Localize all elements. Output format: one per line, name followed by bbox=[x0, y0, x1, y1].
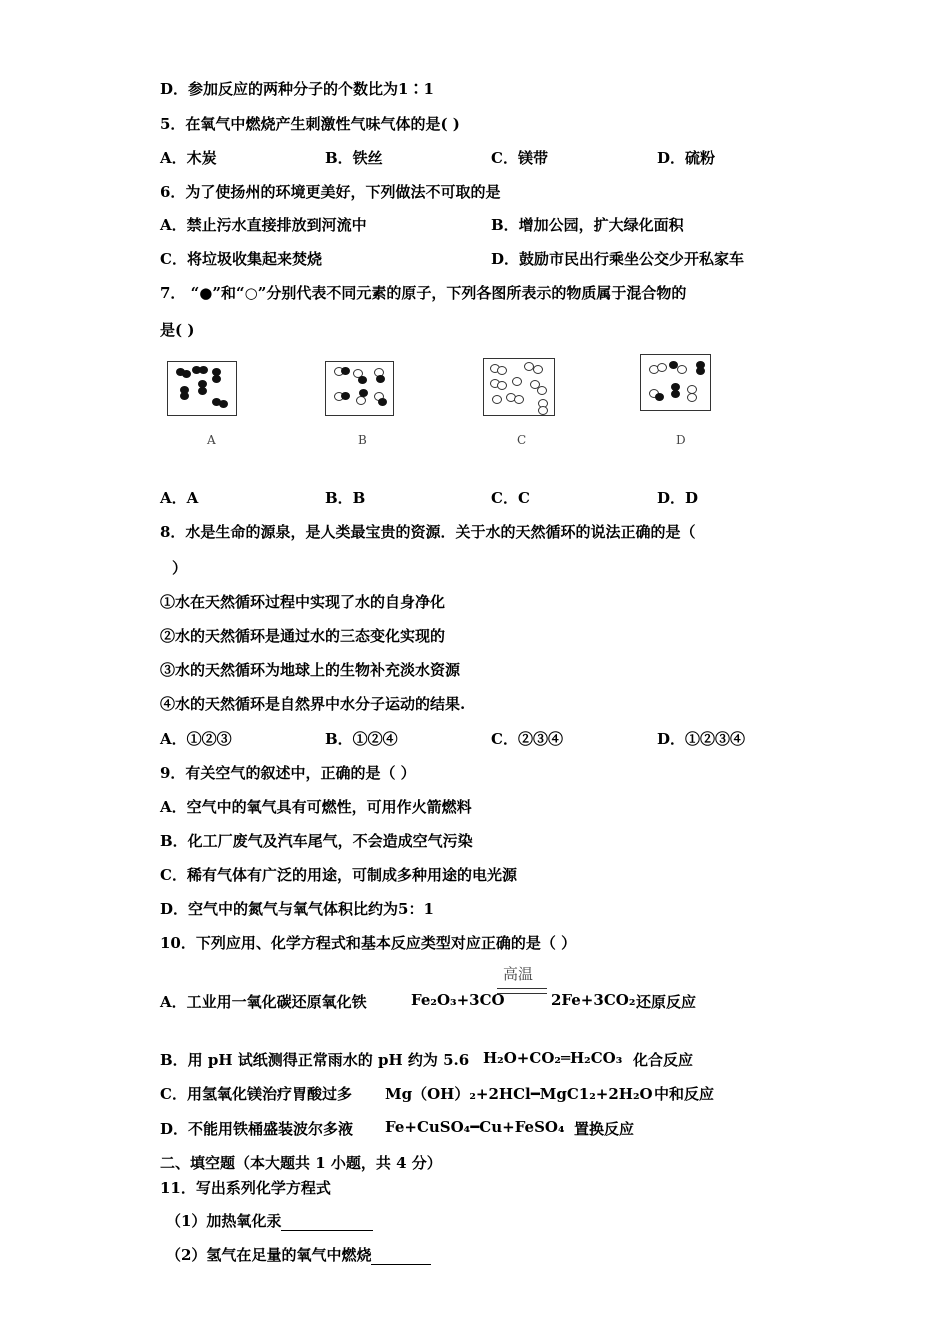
white-atom bbox=[687, 393, 697, 402]
black-atom bbox=[219, 400, 228, 408]
black-atom bbox=[341, 392, 350, 400]
q4-option-d: D．参加反应的两种分子的个数比为1∶1 bbox=[160, 80, 434, 98]
q8-stem-cont: ） bbox=[172, 559, 188, 577]
white-atom bbox=[497, 381, 507, 390]
q10-option-d-type: 置换反应 bbox=[574, 1120, 635, 1138]
white-atom bbox=[512, 377, 522, 386]
q10-option-b-equation: H₂O+CO₂═H₂CO₃ bbox=[483, 1049, 623, 1067]
q8-option-c: C．②③④ bbox=[491, 730, 563, 748]
q10-option-c-equation: Mg（OH）₂+2HCl━MgC1₂+2H₂O bbox=[385, 1085, 653, 1103]
q10-option-a-type: 还原反应 bbox=[636, 993, 697, 1011]
q11-item-2 bbox=[166, 1244, 431, 1265]
q7-option-c: C．C bbox=[491, 489, 530, 507]
q5-stem: 5．在氧气中燃烧产生刺激性气味气体的是( ) bbox=[160, 115, 460, 133]
q8-stem: 8．水是生命的源泉，是人类最宝贵的资源．关于水的天然循环的说法正确的是（ bbox=[160, 523, 696, 541]
q7-option-b: B．B bbox=[325, 489, 366, 507]
figure-c-caption: C bbox=[517, 433, 527, 447]
figure-a-caption: A bbox=[207, 433, 216, 447]
black-atom bbox=[180, 392, 189, 400]
white-atom bbox=[497, 366, 507, 375]
white-atom bbox=[514, 395, 524, 404]
q10-option-a-reactants: Fe₂O₃+3CO bbox=[411, 991, 505, 1009]
white-atom bbox=[677, 365, 687, 374]
reaction-condition: 高温 bbox=[503, 965, 534, 983]
white-atom bbox=[657, 363, 667, 372]
white-atom bbox=[533, 365, 543, 374]
white-atom bbox=[492, 395, 502, 404]
figure-d-caption: D bbox=[676, 433, 686, 447]
q7-stem: 7． “●”和“○”分别代表不同元素的原子，下列各图所表示的物质属于混合物的 bbox=[160, 284, 687, 302]
answer-blank-2[interactable] bbox=[371, 1246, 431, 1265]
equation-double-line bbox=[497, 988, 547, 994]
q9-option-b: B．化工厂废气及汽车尾气，不会造成空气污染 bbox=[160, 832, 473, 850]
white-atom bbox=[538, 406, 548, 415]
q11-stem: 11．写出系列化学方程式 bbox=[160, 1179, 331, 1197]
figure-b-caption: B bbox=[358, 433, 367, 447]
q6-option-c: C．将垃圾收集起来焚烧 bbox=[160, 250, 322, 268]
q5-option-a: A．木炭 bbox=[160, 149, 217, 167]
q7-option-d: D．D bbox=[657, 489, 699, 507]
q7-stem-cont: 是( ) bbox=[160, 321, 195, 339]
black-atom bbox=[341, 367, 350, 375]
section-heading: 二、填空题（本大题共 1 小题，共 4 分） bbox=[160, 1154, 442, 1172]
q9-stem: 9．有关空气的叙述中，正确的是（ ） bbox=[160, 764, 416, 782]
black-atom bbox=[655, 393, 664, 401]
q6-option-b: B．增加公园，扩大绿化面积 bbox=[491, 216, 684, 234]
q9-option-c: C．稀有气体有广泛的用途，可制成多种用途的电光源 bbox=[160, 866, 517, 884]
q6-option-d: D．鼓励市民出行乘坐公交少开私家车 bbox=[491, 250, 745, 268]
q8-statement-4: ④水的天然循环是自然界中水分子运动的结果. bbox=[160, 695, 466, 713]
black-atom bbox=[198, 387, 207, 395]
answer-blank-1[interactable] bbox=[281, 1212, 373, 1231]
q10-option-a-text: A．工业用一氧化碳还原氧化铁 bbox=[160, 993, 367, 1011]
black-atom bbox=[359, 389, 368, 397]
q8-option-a: A．①②③ bbox=[160, 730, 232, 748]
q10-option-d-equation: Fe+CuSO₄━Cu+FeSO₄ bbox=[385, 1118, 565, 1136]
black-atom bbox=[212, 375, 221, 383]
figure-b bbox=[325, 361, 394, 416]
white-atom bbox=[356, 396, 366, 405]
q9-option-a: A．空气中的氧气具有可燃性，可用作火箭燃料 bbox=[160, 798, 472, 816]
black-atom bbox=[696, 367, 705, 375]
white-atom bbox=[537, 386, 547, 395]
q10-option-a-products: 2Fe+3CO₂ bbox=[551, 991, 636, 1009]
q10-option-b-type: 化合反应 bbox=[633, 1051, 694, 1069]
q8-statement-2: ②水的天然循环是通过水的三态变化实现的 bbox=[160, 627, 446, 645]
q8-option-b: B．①②④ bbox=[325, 730, 398, 748]
q11-item-2-label: （2）氢气在足量的氧气中燃烧 bbox=[166, 1246, 372, 1264]
q10-option-b-text: B．用 pH 试纸测得正常雨水的 pH 约为 5.6 bbox=[160, 1051, 470, 1069]
black-atom bbox=[376, 375, 385, 383]
black-atom bbox=[378, 398, 387, 406]
q10-option-c-type: 中和反应 bbox=[654, 1085, 715, 1103]
q5-option-d: D．硫粉 bbox=[657, 149, 716, 167]
black-atom bbox=[358, 376, 367, 384]
figure-c bbox=[483, 358, 555, 416]
q10-option-c-text: C．用氢氧化镁治疗胃酸过多 bbox=[160, 1085, 352, 1103]
figure-d bbox=[640, 354, 711, 411]
q8-option-d: D．①②③④ bbox=[657, 730, 746, 748]
black-atom bbox=[199, 366, 208, 374]
black-atom bbox=[671, 390, 680, 398]
black-atom bbox=[182, 370, 191, 378]
figure-a bbox=[167, 361, 237, 416]
q10-option-d-text: D．不能用铁桶盛装波尔多液 bbox=[160, 1120, 354, 1138]
q8-statement-1: ①水在天然循环过程中实现了水的自身净化 bbox=[160, 593, 446, 611]
q7-option-a: A．A bbox=[160, 489, 199, 507]
q11-item-1 bbox=[166, 1210, 373, 1231]
q9-option-d: D．空气中的氮气与氧气体积比约为5：1 bbox=[160, 900, 434, 918]
q10-stem: 10．下列应用、化学方程式和基本反应类型对应正确的是（ ） bbox=[160, 934, 577, 952]
q6-option-a: A．禁止污水直接排放到河流中 bbox=[160, 216, 367, 234]
q5-option-b: B．铁丝 bbox=[325, 149, 383, 167]
q11-item-1-label: （1）加热氧化汞 bbox=[166, 1212, 282, 1230]
q5-option-c: C．镁带 bbox=[491, 149, 548, 167]
q8-statement-3: ③水的天然循环为地球上的生物补充淡水资源 bbox=[160, 661, 461, 679]
q6-stem: 6．为了使扬州的环境更美好，下列做法不可取的是 bbox=[160, 183, 501, 201]
